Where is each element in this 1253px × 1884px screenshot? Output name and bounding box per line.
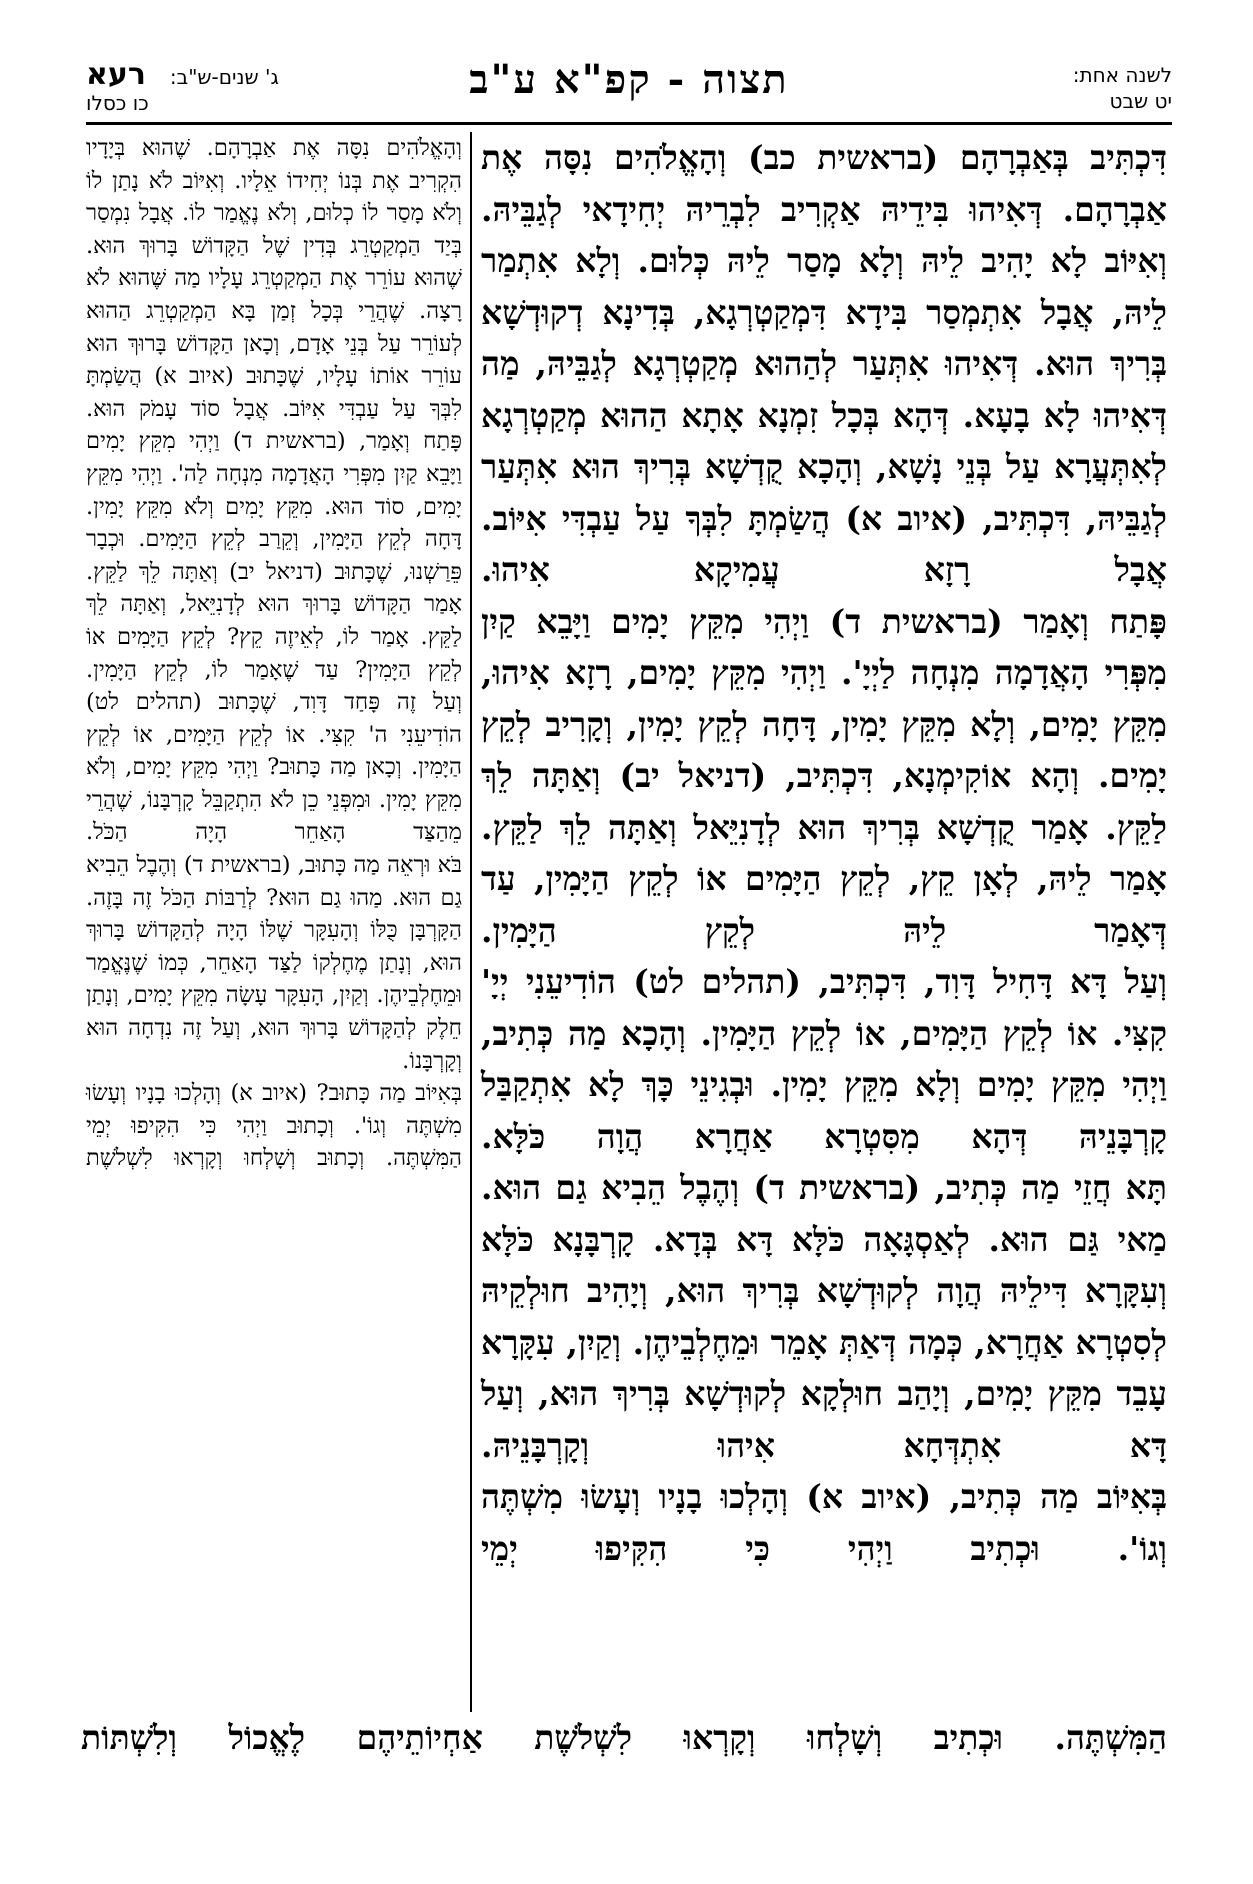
translation-paragraph: בֹּא וּרְאֵה מַה כָּתוּב, (בראשית ד) וְהֶבֶל הֵבִיא גַם הוּא. מַהוּ גַם הוּא? לְרַבּוֹת הַכֹּל זֶה בָּזֶה. הַקָּרְבָּן כֻּלּוֹ וְהָעִקָּר שֶׁלּוֹ הָיָה לְהַקָּדוֹשׁ בָּרוּךְ הוּא, וְנָתַן מֶחֶלְקוֹ לַצַּד הָאַחֵר, כְּמוֹ שֶׁנֶּאֱמַר וּמֵחֶלְבֵיהֶן. וְקַיִן, הָעִקָּר עָשָׂה מִקֵּץ יָמִים, וְנָתַן חֵלֶק לְהַקָּדוֹשׁ בָּרוּךְ הוּא, וְעַל זֶה נִדְחָה הוּא וְקָרְבָּנוֹ. bbox=[86, 852, 462, 1074]
main-paragraph: פָּתַח וְאָמַר (בראשית ד) וַיְהִי מִקֵּץ יָמִים וַיָּבֵא קַיִן מִפְּרִי הָאֲדָמָה מִנְחָה לַיְיָ'. וַיְהִי מִקֵּץ יָמִים, רָזָא אִיהוּ, מִקֵּץ יָמִים, וְלָא מִקֵּץ יָמִין, דָּחָה לְקֵץ יָמִין, וְקָרִיב לְקֵץ יָמִים. וְהָא אוֹקִימְנָא, דִּכְתִּיב, (דניאל יב) וְאַתָּה לֵךְ לַקֵּץ. אָמַר קֻדְשָׁא בְּרִיךְ הוּא לְדָנִיֵּאל וְאַתָּה לֵךְ לַקֵּץ. אָמַר לֵיהּ, לְאָן קֵץ, לְקֵץ הַיָּמִים אוֹ לְקֵץ הַיָּמִין, עַד דְּאָמַר לֵיהּ לְקֵץ הַיָּמִין. bbox=[481, 601, 1167, 950]
main-text-column bbox=[481, 132, 1167, 1712]
translation-paragraph: וְהָאֱלֹהִים נִסָּה אֶת אַבְרָהָם. שֶׁהוּא בְּיָדָיו הִקְרִיב אֶת בְּנוֹ יְחִידוֹ אֵלָיו. וְאִיּוֹב לֹא נָתַן לוֹ וְלֹא מָסַר לוֹ כְלוּם, וְלֹא נֶאֱמַר לוֹ. אֲבָל נִמְסַר בְּיַד הַמְקַטְרֵג בְּדִין שֶׁל הַקָּדוֹשׁ בָּרוּךְ הוּא. שֶׁהוּא עוֹרֵר אֶת הַמְקַטְרֵג עָלָיו מַה שֶּׁהוּא לֹא רָצָה. שֶׁהֲרֵי בְּכָל זְמַן בָּא הַמְקַטְרֵג הַהוּא לְעוֹרֵר עַל בְּנֵי אָדָם, וְכָאן הַקָּדוֹשׁ בָּרוּךְ הוּא עוֹרֵר אוֹתוֹ עָלָיו, שֶׁכָּתוּב (איוב א) הֲשַׂמְתָּ לִבְּךָ עַל עַבְדִּי אִיּוֹב. אֲבָל סוֹד עָמֹק הוּא. bbox=[86, 135, 462, 422]
page-number: רעא bbox=[86, 57, 146, 92]
page-header bbox=[86, 56, 1172, 122]
main-paragraph: דִּכְתִּיב בְּאַבְרָהָם (בראשית כב) וְהָאֱלֹהִים נִסָּה אֶת אַבְרָהָם. דְּאִיהוּ בִּידֵיהּ אַקְרִיב לִבְרֵיהּ יְחִידָאי לְגַבֵּיהּ. וְאִיּוֹב לָא יָהִיב לֵיהּ וְלָא מָסַר לֵיהּ כְּלוּם. וְלָא אִתְמַר לֵיהּ, אֲבָל אִתְמְסַר בִּידָא דִּמְקַטְרְגָא, בְּדִינָא דְקוּדְשָׁא בְּרִיךְ הוּא. דְּאִיהוּ אִתְּעַר לְהַהוּא מְקַטְרְגָא לְגַבֵּיהּ, מַה דְּאִיהוּ לָא בָעָא. דְּהָא בְּכָל זִמְנָא אָתָא הַהוּא מְקַטְרְגָא לְאִתְּעֲרָא עַל בְּנֵי נָשָׁא, וְהָכָא קֻדְשָׁא בְּרִיךְ הוּא אִתְּעַר לְגַבֵּיהּ, דִּכְתִּיב, (איוב א) הֲשַׂמְתָּ לִבְּךָ עַל עַבְדִּי אִיּוֹב. אֲבָל רָזָא עֲמִיקָא אִיהוּ. bbox=[481, 138, 1167, 589]
main-paragraph: בְּאִיּוֹב מַה כְּתִיב, (איוב א) וְהָלְכוּ בָנָיו וְעָשׂוּ מִשְׁתֶּה וְגוֹ'. וּכְתִיב וַיְהִי כִּי הִקִּיפוּ יְמֵי bbox=[481, 1477, 1167, 1568]
translation-paragraph: בְּאִיּוֹב מַה כָּתוּב? (איוב א) וְהָלְכוּ בָנָיו וְעָשׂוּ מִשְׁתֶּה וְגוֹ'. וְכָתוּב וַיְהִי כִּי הִקִּיפוּ יְמֵי הַמִּשְׁתֶּה. וְכָתוּב וְשָׁלְחוּ וְקָרְאוּ לִשְׁלֹשֶׁת bbox=[86, 1080, 462, 1172]
header-divider bbox=[86, 122, 1172, 125]
schedule-three-years-label: ג' שנים-ש"ב:רעא bbox=[86, 57, 279, 92]
schedule-one-year-date: יט שבט bbox=[1109, 89, 1172, 113]
schedule-one-year-label: לשנה אחת: bbox=[1072, 63, 1172, 87]
main-paragraph: וְעַל דָּא דָּחִיל דָּוִד, דִּכְתִּיב, (תהלים לט) הוֹדִיעֵנִי יְיָ' קִצִּי. אוֹ לְקֵץ הַיָּמִים, אוֹ לְקֵץ הַיָּמִין. וְהָכָא מַה כְּתִיב, וַיְהִי מִקֵּץ יָמִים וְלָא מִקֵּץ יָמִין. וּבְגִינֵי כָּךְ לָא אִתְקַבַּל קָרְבָּנֵיהּ דְּהָא מִסִּטְרָא אַחֲרָא הֲוָה כֹּלָּא. bbox=[481, 962, 1167, 1156]
translation-paragraph: פָּתַח וְאָמַר, (בראשית ד) וַיְהִי מִקֵּץ יָמִים וַיָּבֵא קַיִן מִפְּרִי הָאֲדָמָה מִנְחָה לַה'. וַיְהִי מִקֵּץ יָמִים, סוֹד הוּא. מִקֵּץ יָמִים וְלֹא מִקֵּץ יָמִין. דָּחָה לְקֵץ הַיָּמִין, וְקֵרַב לְקֵץ הַיָּמִים. וּכְבָר פֵּרַשְׁנוּ, שֶׁכָּתוּב (דניאל יב) וְאַתָּה לֵךְ לַקֵּץ. אָמַר הַקָּדוֹשׁ בָּרוּךְ הוּא לְדָנִיֵּאל, וְאַתָּה לֵךְ לַקֵּץ. אָמַר לוֹ, לְאֵיזֶה קֵץ? לְקֵץ הַיָּמִים אוֹ לְקֵץ הַיָּמִין? עַד שֶׁאָמַר לוֹ, לְקֵץ הַיָּמִין. bbox=[86, 428, 462, 683]
schedule-three-years-date: כו כסלו bbox=[86, 91, 149, 115]
column-divider bbox=[470, 132, 472, 1712]
main-paragraph: תָּא חֲזֵי מַה כְּתִיב, (בראשית ד) וְהֶבֶל הֵבִיא גַם הוּא. מַאי גַּם הוּא. לְאַסְגָּאָה כֹּלָּא דָּא בְּדָא. קָרְבָּנָא כֹּלָּא וְעִקָּרָא דִּילֵיהּ הֲוָה לְקוּדְשָׁא בְּרִיךְ הוּא, וְיָהִיב חוּלְקֵיהּ לְסִטְרָא אַחֲרָא, כְּמָה דְּאַתְּ אָמֵר וּמֵחֶלְבֵיהֶן. וְקַיִן, עִקָּרָא עָבֵד מִקֵּץ יָמִים, וְיָהַב חוּלְקָא לְקוּדְשָׁא בְּרִיךְ הוּא, וְעַל דָּא אִתְדְּחָא אִיהוּ וְקָרְבָּנֵיהּ. bbox=[481, 1168, 1167, 1465]
page-title: תצוה - קפ"א ע"ב bbox=[469, 56, 789, 103]
study-schedule-three-years bbox=[86, 57, 279, 116]
translation-column bbox=[86, 132, 462, 1712]
translation-paragraph: וְעַל זֶה פָּחַד דָּוִד, שֶׁכָּתוּב (תהלים לט) הוֹדִיעֵנִי ה' קִצִּי. אוֹ לְקֵץ הַיָּמִים, אוֹ לְקֵץ הַיָּמִין. וְכָאן מַה כָּתוּב? וַיְהִי מִקֵּץ יָמִים, וְלֹא מִקֵּץ יָמִין. וּמִפְּנֵי כֵן לֹא הִתְקַבֵּל קָרְבָּנוֹ, שֶׁהֲרֵי מֵהַצַּד הָאַחֵר הָיָה הַכֹּל. bbox=[86, 689, 462, 846]
main-text-continuation: הַמִּשְׁתֶּה. וּכְתִיב וְשָׁלְחוּ וְקָרְאוּ לִשְׁלֹשֶׁת אַחְיוֹתֵיהֶם לֶאֱכוֹל וְלִשְׁתּוֹת bbox=[81, 1718, 1167, 1757]
